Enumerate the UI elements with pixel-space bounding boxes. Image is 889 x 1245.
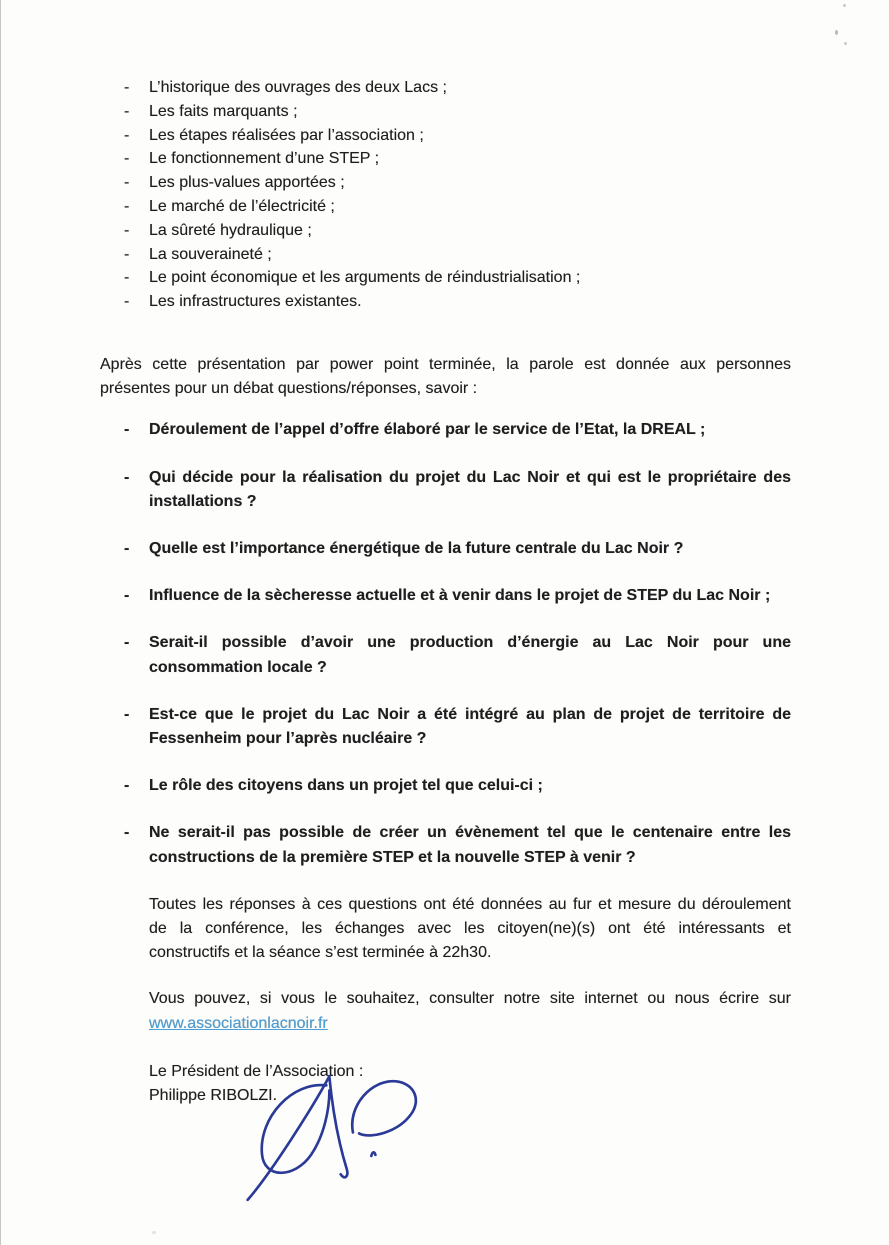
signature-stroke [262, 1085, 330, 1173]
question-line: Est-ce que le projet du Lac Noir a été intégré au plan de projet de territoire de [149, 705, 791, 723]
question-item [100, 466, 791, 514]
bullet-dash: - [124, 705, 130, 723]
bullet-dash: - [124, 221, 130, 239]
list-item-text: Le fonctionnement d’une STEP ; [149, 150, 380, 168]
list-item-text: L’historique des ouvrages des deux Lacs ; [149, 79, 447, 96]
question-item [100, 821, 791, 869]
signature-stroke [329, 1077, 347, 1177]
topics-list [100, 70, 791, 314]
questions-list [100, 418, 791, 869]
document-content [100, 70, 791, 1109]
list-item-text: Les étapes réalisées par l’association ; [149, 126, 424, 144]
question-item [100, 537, 791, 561]
question-text [149, 703, 791, 751]
bullet-dash: - [124, 79, 130, 96]
signature-stroke [248, 1076, 330, 1200]
question-line: Qui décide pour la réalisation du projet du Lac Noir et qui est le propriétaire des [149, 468, 791, 486]
paragraph-line: Après cette présentation par power point terminée, la parole est donnée aux personnes [100, 355, 791, 373]
bullet-dash: - [124, 824, 130, 842]
bullet-dash: - [124, 587, 130, 605]
question-line: installations ? [149, 492, 257, 510]
question-line: constructions de la première STEP et la nouvelle STEP à venir ? [149, 848, 636, 866]
question-item [100, 774, 791, 798]
list-item [100, 266, 791, 290]
question-line: Serait-il possible d’avoir une production d’énergie au Lac Noir pour une [149, 634, 791, 652]
question-line: Le rôle des citoyens dans un projet tel que celui-ci ; [149, 777, 543, 795]
link-line [149, 1012, 791, 1036]
bullet-dash: - [124, 777, 130, 795]
question-text [149, 537, 791, 561]
scan-speck [152, 1231, 156, 1234]
question-item [100, 631, 791, 679]
bullet-dash: - [124, 245, 130, 263]
signature-stroke [371, 1152, 375, 1156]
list-item [100, 147, 791, 171]
list-item [100, 171, 791, 195]
question-text [149, 466, 791, 514]
list-item-text: Le point économique et les arguments de réindustrialisation ; [149, 269, 581, 287]
question-item [100, 703, 791, 751]
closing-paragraph [149, 893, 791, 966]
question-text [149, 418, 791, 442]
signature-stroke [352, 1081, 416, 1135]
list-item [100, 76, 791, 100]
bullet-dash: - [124, 468, 130, 486]
list-item [100, 100, 791, 124]
list-item-text: Les plus-values apportées ; [149, 174, 345, 192]
list-item [100, 195, 791, 219]
scan-speck [843, 4, 846, 7]
paragraph-line: Vous pouvez, si vous le souhaitez, consulter notre site internet ou nous écrire sur [149, 990, 791, 1008]
list-item-text: La souveraineté ; [149, 245, 272, 263]
paragraph-line: Toutes les réponses à ces questions ont été données au fur et mesure du déroulement [149, 895, 791, 913]
scan-speck [835, 30, 838, 35]
question-line: Déroulement de l’appel d’offre élaboré par le service de l’Etat, la DREAL ; [149, 421, 706, 439]
bullet-dash: - [124, 269, 130, 287]
intro-paragraph [100, 353, 791, 401]
bullet-dash: - [124, 421, 130, 439]
bullet-dash: - [124, 126, 130, 144]
question-item [100, 418, 791, 442]
question-line: Fessenheim pour l’après nucléaire ? [149, 730, 427, 747]
handwritten-signature-icon [231, 1068, 436, 1206]
question-line: Quelle est l’importance énergétique de la future centrale du Lac Noir ? [149, 539, 684, 557]
list-item-text: Le marché de l’électricité ; [149, 197, 335, 215]
bullet-dash: - [124, 150, 130, 168]
bullet-dash: - [124, 539, 130, 557]
question-text [149, 774, 791, 798]
list-item [100, 219, 791, 243]
list-item-text: Les infrastructures existantes. [149, 293, 362, 311]
paragraph-line: présentes pour un débat questions/réponses, savoir : [100, 380, 478, 398]
question-line: consommation locale ? [149, 658, 327, 676]
question-item [100, 584, 791, 608]
scan-speck [844, 42, 847, 45]
list-item-text: La sûreté hydraulique ; [149, 221, 312, 239]
paragraph-line: de la conférence, les échanges avec les citoyen(ne)(s) ont été intéressants et [149, 920, 791, 938]
list-item [100, 124, 791, 148]
list-item-text: Les faits marquants ; [149, 102, 298, 120]
bullet-dash: - [124, 102, 130, 120]
question-text [149, 584, 791, 608]
website-paragraph [149, 987, 791, 1035]
bullet-dash: - [124, 197, 130, 215]
paragraph-line: constructifs et la séance s’est terminée à 22h30. [149, 944, 492, 962]
question-line: Influence de la sècheresse actuelle et à venir dans le projet de STEP du Lac Noir ; [149, 587, 771, 605]
bullet-dash: - [124, 174, 130, 192]
question-text [149, 631, 791, 679]
list-item [100, 290, 791, 314]
bullet-dash: - [124, 293, 130, 311]
list-item [100, 243, 791, 267]
president-name: Philippe RIBOLZI. [149, 1087, 278, 1105]
question-line: Ne serait-il pas possible de créer un évènement tel que le centenaire entre les [149, 824, 791, 842]
president-title: Le Président de l’Association : [149, 1062, 364, 1080]
website-link[interactable]: www.associationlacnoir.fr [149, 1014, 328, 1032]
bullet-dash: - [124, 634, 130, 652]
question-text [149, 821, 791, 869]
